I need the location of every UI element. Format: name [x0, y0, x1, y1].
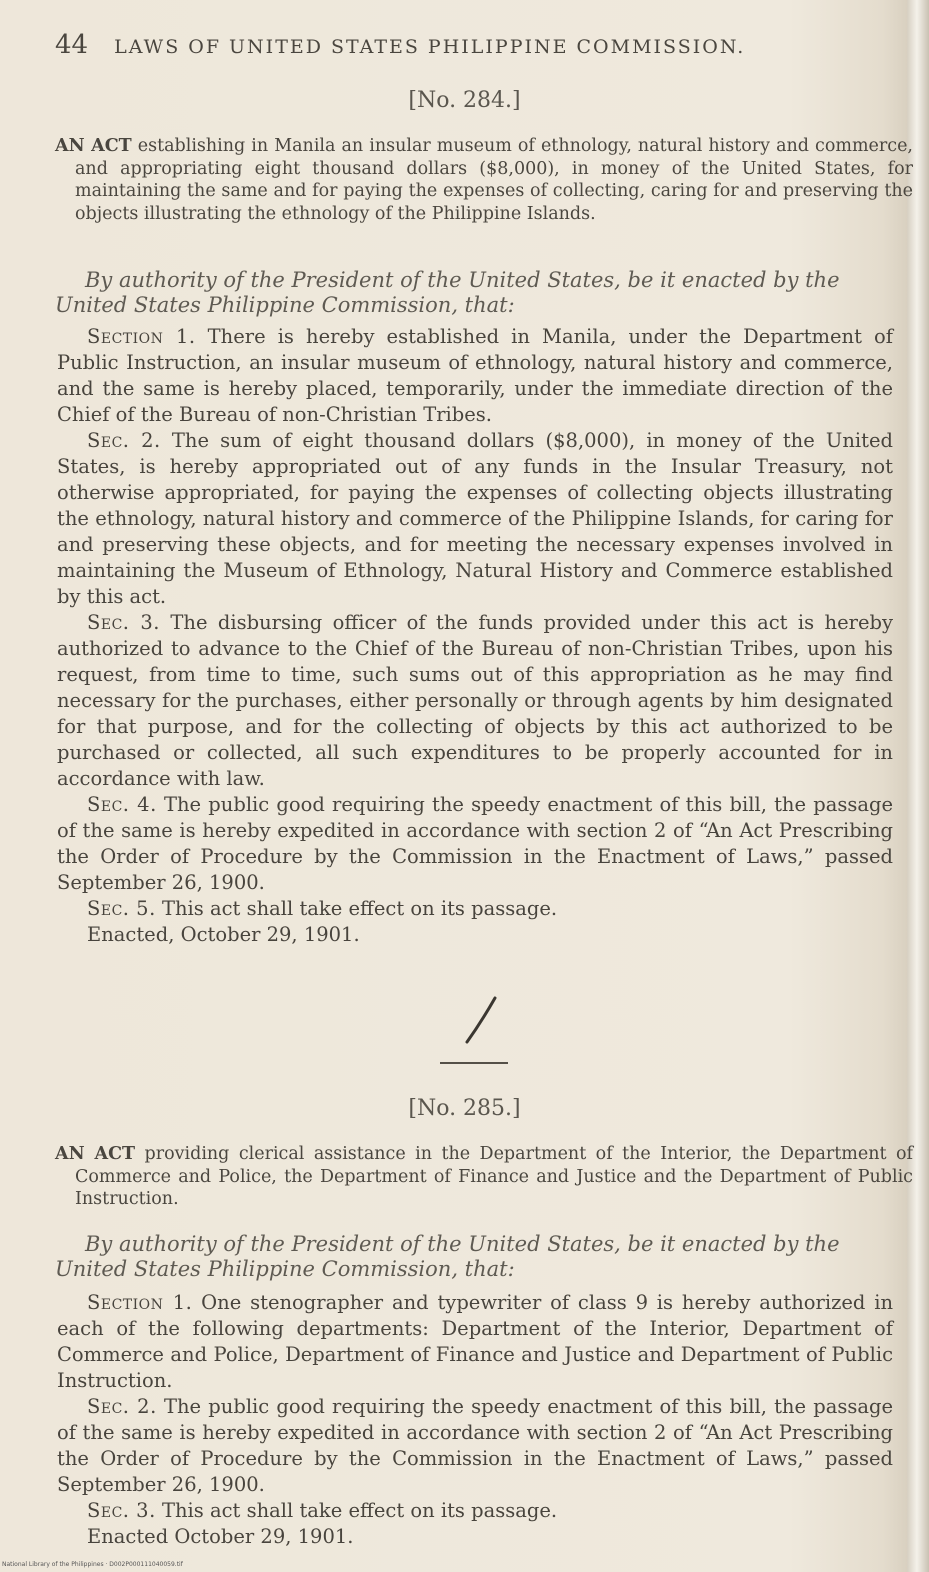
act-284-section-3	[57, 610, 893, 792]
act-284-enacting-clause: By authority of the President of the United States, be it enacted by the United States Philippine Commission, that:	[55, 268, 840, 317]
act-285-title	[55, 1143, 913, 1211]
act-285-title-text: providing clerical assistance in the Department of the Interior, the Department of Commerce and Police, the Department of Finance and Justice and the Department of Public Instruction.	[75, 1144, 913, 1209]
act-284-title-lead: AN ACT	[55, 136, 132, 156]
section-label: Sec. 2.	[87, 429, 161, 452]
act-284-section-4	[57, 792, 893, 896]
act-285-section-1	[57, 1290, 893, 1394]
act-285-section-2	[57, 1394, 893, 1498]
act-284-body	[57, 324, 893, 948]
section-label: Sec. 5.	[87, 897, 156, 920]
section-text: The disbursing officer of the funds provided under this act is hereby authorized to advance to the Chief of the Bureau of non-Christian Tribes, upon his request, from time to time, such sums out of this appropriation as he may find necessary for the purchases, either personally or through agents by him designated for that purpose, and for the collecting of objects by this act authorized to be purchased or collected, all such expenditures to be properly accounted for in accordance with law.	[57, 611, 894, 790]
section-text: One stenographer and typewriter of class 9 is hereby authorized in each of the following departments: Department of the Interior, Department of Commerce and Police, Department of Finance and Justice and Department of Public Instruction.	[57, 1291, 893, 1392]
act-285-body	[57, 1290, 893, 1550]
section-divider	[440, 1062, 508, 1064]
section-text: This act shall take effect on its passage.	[155, 1499, 558, 1522]
act-284-enacted-date: Enacted, October 29, 1901.	[87, 923, 360, 946]
section-text: This act shall take effect on its passage.	[155, 897, 558, 920]
section-text: There is hereby established in Manila, under the Department of Public Instruction, an insular museum of ethnology, natural history and commerce, and the same is hereby placed, temporarily, under the immediate direction of the Chief of the Bureau of non-Christian Tribes.	[57, 325, 893, 426]
act-284-title	[55, 135, 913, 225]
act-285-number: [No. 285.]	[408, 1096, 521, 1121]
section-label: Sec. 4.	[87, 793, 157, 816]
section-text: The public good requiring the speedy enactment of this bill, the passage of the same is hereby expedited in accordance with section 2 of “An Act Prescribing the Order of Procedure by the Commission in the Enactment of Laws,” passed September 26, 1900.	[57, 793, 893, 894]
running-header	[55, 30, 825, 60]
section-label: Sec. 3.	[87, 611, 160, 634]
act-284-title-text: establishing in Manila an insular museum of ethnology, natural history and commerce, and appropriating eight thousand dollars ($8,000), in money of the United States, for maintaining the same and for paying the expenses of collecting, caring for and preserving the objects illustrating the ethnology of the Philippine Islands.	[75, 136, 913, 224]
section-label: Section 1.	[87, 1291, 193, 1314]
act-285-section-3	[57, 1498, 893, 1524]
section-label: Sec. 3.	[87, 1499, 156, 1522]
section-label: Section 1.	[87, 325, 196, 348]
act-284-section-5	[57, 896, 893, 922]
section-text: The sum of eight thousand dollars ($8,000), in money of the United States, is hereby appropriated out of any funds in the Insular Treasury, not otherwise appropriated, for paying the expenses of collecting objects illustrating the ethnology, natural history and commerce of the Philippine Islands, for caring for and preserving these objects, and for meeting the necessary expenses involved in maintaining the Museum of Ethnology, Natural History and Commerce established by this act.	[57, 429, 893, 608]
act-284-section-2	[57, 428, 893, 610]
act-285-enacting-clause: By authority of the President of the United States, be it enacted by the United States Philippine Commission, that:	[55, 1232, 840, 1281]
running-head: LAWS OF UNITED STATES PHILIPPINE COMMISSION.	[114, 36, 746, 58]
book-gutter	[907, 0, 929, 1572]
page-number: 44	[55, 30, 89, 60]
handwritten-check-mark	[455, 990, 505, 1050]
act-284-number: [No. 284.]	[408, 88, 521, 113]
section-text: The public good requiring the speedy enactment of this bill, the passage of the same is hereby expedited in accordance with section 2 of “An Act Prescribing the Order of Procedure by the Commission in the Enactment of Laws,” passed September 26, 1900.	[57, 1395, 893, 1496]
scan-footer: National Library of the Philippines · D002P000111040059.tif	[2, 1561, 183, 1568]
act-284-section-1	[57, 324, 893, 428]
act-285-enacted-date: Enacted October 29, 1901.	[87, 1525, 354, 1548]
section-label: Sec. 2.	[87, 1395, 157, 1418]
act-285-title-lead: AN ACT	[55, 1144, 136, 1164]
